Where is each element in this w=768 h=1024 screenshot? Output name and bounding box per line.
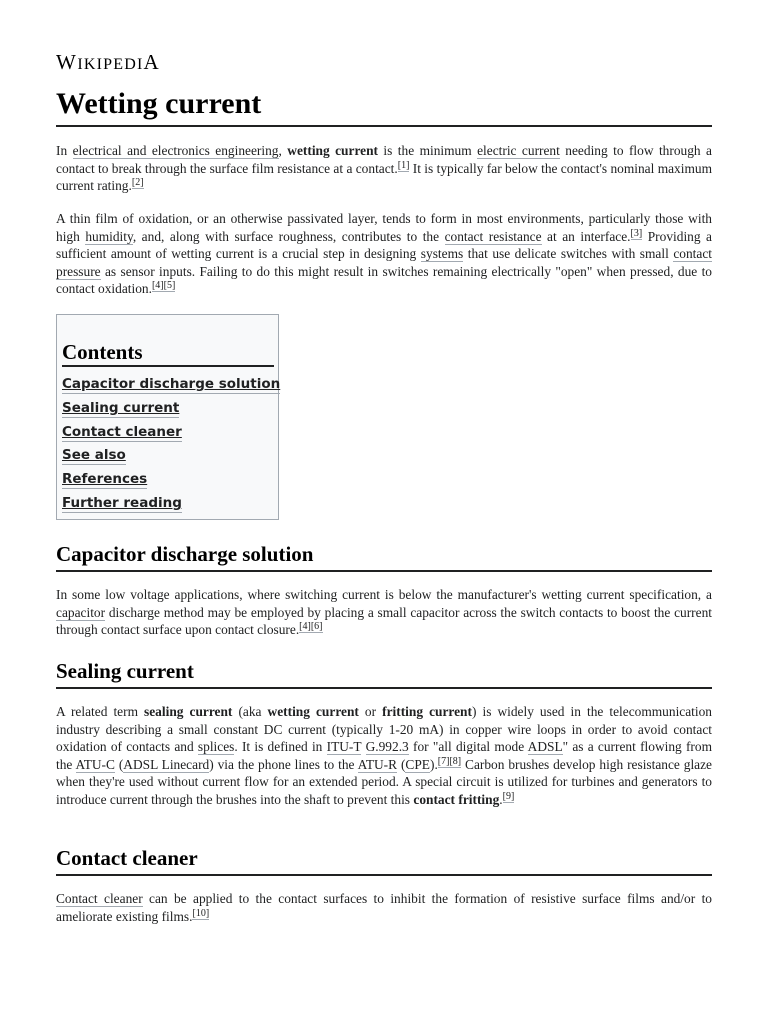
text: A related term [56, 704, 145, 719]
wordmark-a: A [143, 50, 161, 74]
heading-capacitor-discharge: Capacitor discharge solution [56, 540, 712, 572]
link-humidity[interactable]: humidity [85, 228, 133, 244]
text: or [358, 704, 383, 719]
text: is the minimum [378, 143, 478, 158]
text: Carbon brushes develop high resistance glaze when they're used without current flow for an extended period. A special circuit is utilized for turbines and generators to introduce current through the brushes into the shaft to prevent this [56, 756, 712, 807]
text: . [499, 791, 503, 807]
capacitor-paragraph [56, 586, 712, 639]
link-electrical-engineering[interactable]: electrical and electronics engineering [72, 143, 279, 158]
text: It is typically far below the contact's nominal maximum current rating. [56, 160, 712, 194]
text: Providing a sufficient amount of wetting current is a crucial step in designing [56, 228, 713, 262]
link-systems[interactable]: systems [420, 246, 464, 262]
text: ( [397, 756, 406, 772]
text: " as a current flowing from the [56, 739, 713, 772]
link-contact-cleaner[interactable]: Contact cleaner [56, 891, 143, 906]
wikipedia-wordmark[interactable] [56, 50, 160, 75]
citation-8[interactable]: [8] [449, 755, 462, 767]
text: , [278, 143, 288, 158]
toc-item-references[interactable]: References [62, 471, 148, 487]
sealing-paragraph [56, 703, 712, 809]
link-contact-pressure[interactable]: contact pressure [56, 246, 712, 279]
toc-title: Contents [62, 339, 274, 367]
intro-paragraph-2 [56, 210, 712, 298]
text: ) via the phone lines to the [209, 756, 358, 772]
citation-4[interactable]: [4] [299, 621, 311, 633]
link-itu-t[interactable]: ITU-T [326, 739, 362, 755]
text: ) is widely used in the telecommunication industry describing a small constant DC current (typically 1-20 mA) in copper wire loops in order to avoid contact oxidation of contacts and [56, 704, 713, 755]
text: , and, along with surface roughness, contributes to the [132, 228, 445, 244]
link-electric-current[interactable]: electric current [477, 143, 560, 158]
link-capacitor[interactable]: capacitor [56, 604, 106, 620]
cleaner-paragraph [56, 890, 712, 925]
intro-paragraph-1 [56, 142, 712, 195]
citation-10[interactable]: [10] [192, 907, 210, 919]
heading-sealing-current: Sealing current [56, 657, 712, 689]
bold-wetting-current: wetting current [267, 704, 359, 719]
text: . It is defined in [234, 739, 327, 755]
text: ). [429, 756, 438, 772]
page-title: Wetting current [56, 84, 712, 127]
text: at an interface. [541, 228, 631, 244]
citation-6[interactable]: [6] [310, 621, 323, 633]
link-atu-c[interactable]: ATU-C [75, 756, 115, 772]
text: ( [114, 756, 124, 772]
link-adsl[interactable]: ADSL [527, 739, 563, 755]
bold-contact-fritting: contact fritting [413, 791, 500, 807]
bold-wetting-current: wetting current [287, 143, 378, 158]
text: (aka [232, 704, 268, 719]
link-contact-resistance[interactable]: contact resistance [444, 228, 542, 244]
citation-4[interactable]: [4] [151, 280, 164, 292]
toc-item-see-also[interactable]: See also [62, 447, 126, 463]
link-cpe[interactable]: CPE [405, 756, 430, 772]
bold-fritting-current: fritting current [382, 704, 472, 719]
citation-2[interactable]: [2] [131, 177, 144, 189]
toc-item-sealing-current[interactable]: Sealing current [62, 400, 180, 416]
citation-1[interactable]: [1] [397, 159, 410, 171]
link-g992-3[interactable]: G.992.3 [365, 739, 409, 755]
text: for "all digital mode [408, 739, 528, 755]
link-adsl-linecard[interactable]: ADSL Linecard [123, 756, 210, 772]
heading-contact-cleaner: Contact cleaner [56, 844, 712, 876]
link-splices[interactable]: splices [197, 739, 235, 755]
text: that use delicate switches with small [463, 246, 674, 262]
citation-7[interactable]: [7] [437, 755, 450, 767]
table-of-contents [56, 314, 279, 520]
citation-3[interactable]: [3] [630, 227, 643, 239]
wordmark-middle: IKIPEDI [77, 56, 144, 73]
toc-item-further-reading[interactable]: Further reading [62, 495, 182, 511]
bold-sealing-current: sealing current [144, 704, 233, 719]
text: In some low voltage applications, where switching current is below the manufacturer's wetting current specification, a [56, 587, 712, 602]
toc-item-contact-cleaner[interactable]: Contact cleaner [62, 424, 182, 440]
link-atu-r[interactable]: ATU-R [357, 756, 398, 772]
text: can be applied to the contact surfaces to inhibit the formation of resistive surface films and/or to ameliorate existing films. [56, 891, 712, 924]
text: as sensor inputs. Failing to do this might result in switches remaining electrically "open" when pressed, due to contact oxidation. [56, 263, 712, 297]
text: discharge method may be employed by placing a small capacitor across the switch contacts to boost the current through contact surface upon contact closure. [56, 604, 712, 638]
text: A thin film of oxidation, or an otherwise passivated layer, tends to form in most environments, particularly those with high [56, 211, 712, 244]
citation-9[interactable]: [9] [502, 790, 515, 802]
text: needing to flow through a contact to break through the surface film resistance at a contact. [56, 143, 712, 176]
text [361, 739, 365, 754]
toc-item-capacitor-discharge[interactable]: Capacitor discharge solution [62, 376, 281, 392]
wordmark-w: W [56, 50, 78, 74]
citation-5[interactable]: [5] [163, 280, 176, 292]
text: In [56, 143, 73, 158]
